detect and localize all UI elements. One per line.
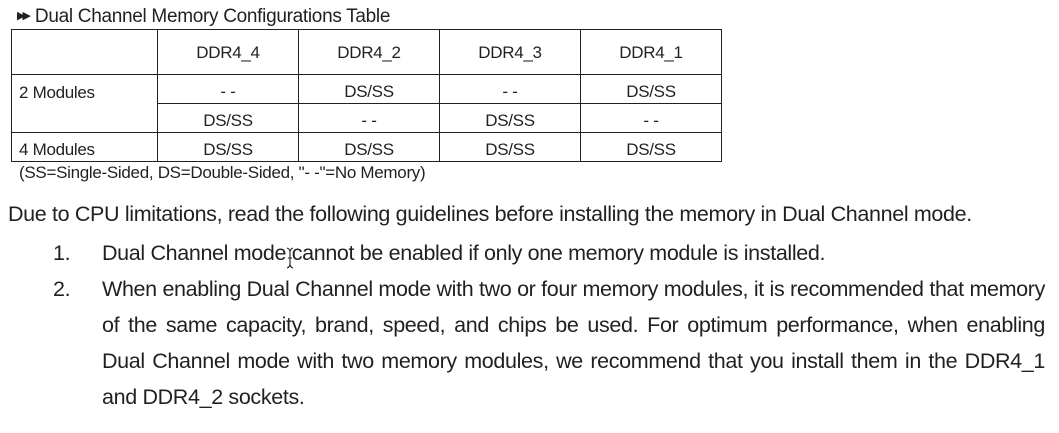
table-header-row xyxy=(12,30,722,75)
table-header-cell xyxy=(12,30,158,75)
table-header-cell: DDR4_4 xyxy=(158,30,299,75)
section-title xyxy=(17,6,390,28)
intro-paragraph: Due to CPU limitations, read the following guidelines before installing the memory in Dual Channel mode. xyxy=(8,202,972,226)
list-text: When enabling Dual Channel mode with two or four memory modules, it is recommended that memory of the same capacity, brand, speed, and chips be used. For optimum performance, when enabling Dual Channel mode with two memory modules, we recommend that you install them in the DDR4_1 and DDR4_2 sockets. xyxy=(102,277,1045,409)
row-label xyxy=(12,104,158,133)
table-cell: DS/SS xyxy=(581,75,722,104)
table-cell: DS/SS xyxy=(440,133,581,162)
table-header-cell: DDR4_1 xyxy=(581,30,722,75)
list-text: Dual Channel mode cannot be enabled if only one memory module is installed. xyxy=(102,241,826,265)
table-row xyxy=(12,75,722,104)
table-cell: - - xyxy=(299,104,440,133)
list-item xyxy=(53,235,1045,271)
table-cell: DS/SS xyxy=(158,104,299,133)
table-cell: DS/SS xyxy=(581,133,722,162)
table-cell: - - xyxy=(581,104,722,133)
list-item xyxy=(53,271,1045,415)
section-title-text: Dual Channel Memory Configurations Table xyxy=(34,6,391,27)
table-row xyxy=(12,133,722,162)
row-label: 2 Modules xyxy=(12,75,158,104)
list-number: 2. xyxy=(53,277,71,301)
row-label: 4 Modules xyxy=(12,133,158,162)
double-arrow-right-icon: ▶▶ xyxy=(17,10,28,22)
table-cell: DS/SS xyxy=(299,133,440,162)
table-legend: (SS=Single-Sided, DS=Double-Sided, "- -"=No Memory) xyxy=(19,163,426,182)
list-number: 1. xyxy=(53,241,71,265)
table-cell: - - xyxy=(440,75,581,104)
table-row xyxy=(12,104,722,133)
table-header-cell: DDR4_2 xyxy=(299,30,440,75)
text-cursor-icon xyxy=(286,247,294,269)
table-cell: DS/SS xyxy=(299,75,440,104)
table-header-cell: DDR4_3 xyxy=(440,30,581,75)
guideline-list xyxy=(53,235,1045,415)
table-cell: - - xyxy=(158,75,299,104)
table-cell: DS/SS xyxy=(440,104,581,133)
table-cell: DS/SS xyxy=(158,133,299,162)
memory-config-table xyxy=(11,29,722,162)
